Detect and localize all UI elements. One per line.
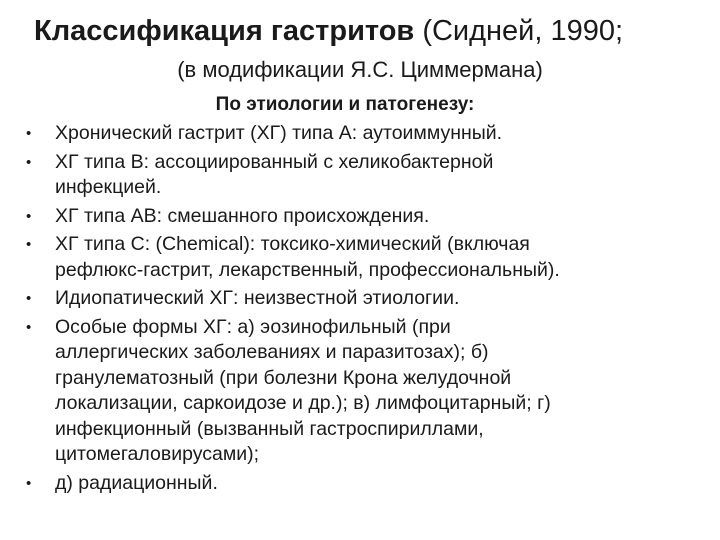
list-item-text: Особые формы ХГ: а) эозинофильный (при bbox=[55, 315, 451, 338]
bullet-list bbox=[26, 121, 706, 499]
list-item bbox=[26, 286, 706, 312]
bullet-icon: • bbox=[26, 125, 32, 142]
list-item-text: рефлюкс-гастрит, лекарственный, профессиональный). bbox=[55, 258, 560, 281]
bullet-icon: • bbox=[26, 474, 32, 492]
list-item-text: ХГ типа АВ: смешанного происхождения. bbox=[55, 204, 430, 227]
list-item-text: цитомегаловирусами); bbox=[55, 443, 260, 465]
list-item-text: инфекционный (вызванный гастроспириллами, bbox=[55, 417, 484, 440]
bullet-icon: • bbox=[26, 153, 32, 171]
slide-title-line2: (в модификации Я.С. Циммермана) bbox=[177, 57, 543, 82]
list-item-text: аллергических заболеваниях и паразитозах); б) bbox=[55, 341, 489, 363]
title-normal: (Сидней, 1990; bbox=[414, 15, 624, 47]
list-item-text: д) радиационный. bbox=[55, 471, 218, 494]
list-item-text: ХГ типа С: (Chemical): токсико-химический (включая bbox=[55, 233, 530, 255]
list-item bbox=[26, 121, 706, 147]
list-item-text: ХГ типа В: ассоциированный с хеликобактерной bbox=[55, 150, 494, 173]
list-item bbox=[26, 150, 706, 201]
list-item-text: гранулематозный (при болезни Крона желудочной bbox=[55, 366, 512, 389]
list-item-text: Хронический гастрит (ХГ) типа А: аутоиммунный. bbox=[55, 122, 503, 144]
list-item-text: локализации, саркоидозе и др.); в) лимфоцитарный; г) bbox=[55, 392, 551, 414]
title-bold: Классификация гастритов bbox=[34, 15, 415, 47]
list-item-text: Идиопатический ХГ: неизвестной этиологии. bbox=[55, 287, 460, 309]
slide-title bbox=[34, 13, 714, 49]
list-item bbox=[26, 204, 706, 230]
list-item bbox=[26, 315, 706, 468]
bullet-icon: • bbox=[26, 207, 32, 225]
bullet-icon: • bbox=[26, 290, 32, 307]
list-item bbox=[26, 232, 706, 283]
bullet-icon: • bbox=[26, 236, 32, 253]
list-item bbox=[26, 471, 706, 497]
bullet-icon: • bbox=[26, 318, 32, 336]
list-item-text: инфекцией. bbox=[55, 176, 162, 198]
subheading: По этиологии и патогенезу: bbox=[215, 94, 475, 115]
